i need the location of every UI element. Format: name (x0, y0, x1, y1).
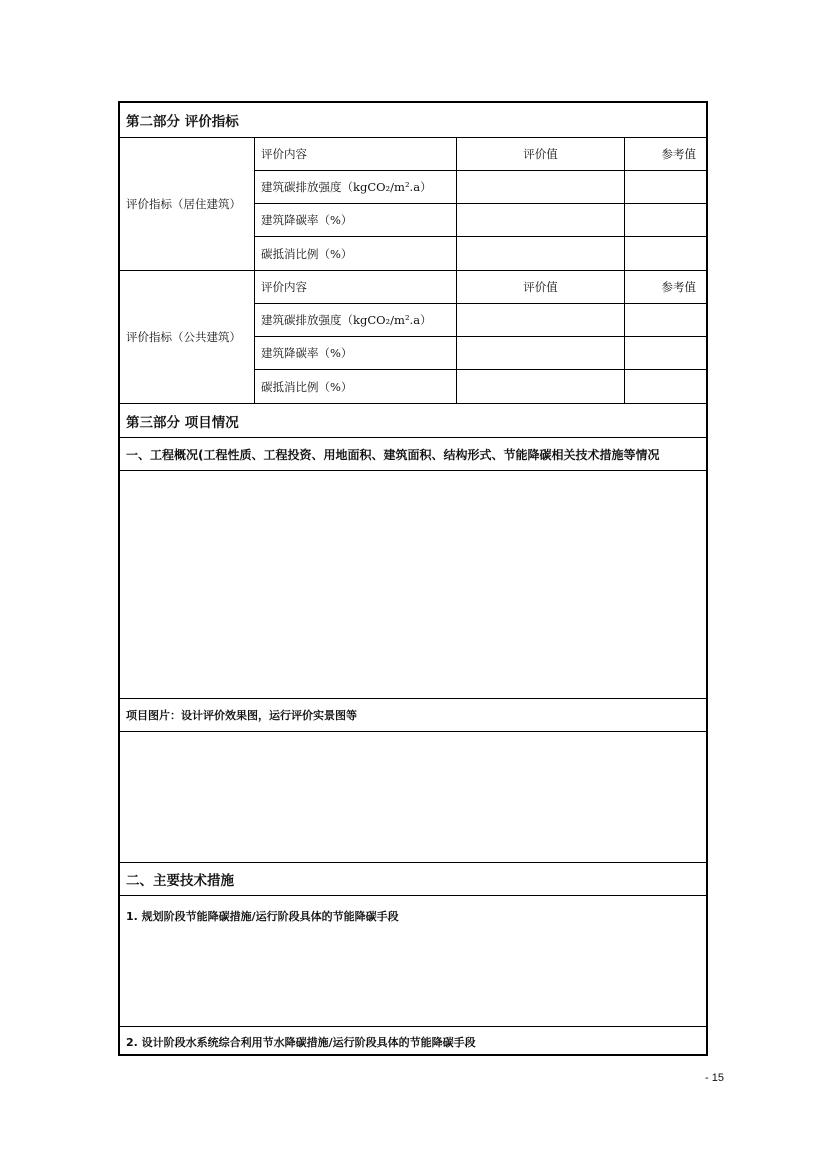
value-cell[interactable] (457, 204, 625, 236)
public-row-reduction (255, 337, 706, 370)
reference-cell[interactable] (625, 304, 706, 336)
value-cell[interactable] (457, 237, 625, 270)
evaluation-form-frame (118, 101, 708, 1056)
public-header-row (255, 271, 706, 304)
page-number: - 15 (705, 1072, 724, 1084)
overview-content-area[interactable] (120, 471, 706, 699)
photos-title: 项目图片：设计评价效果图，运行评价实景图等 (120, 699, 706, 732)
header-content: 评价内容 (255, 271, 457, 303)
reference-cell[interactable] (625, 204, 706, 236)
public-row-offset (255, 370, 706, 403)
tech-measures-title: 二、主要技术措施 (120, 863, 706, 896)
residential-row-reduction (255, 204, 706, 237)
public-label: 评价指标（公共建筑） (120, 271, 255, 403)
row-label: 建筑碳排放强度（kgCO₂/m².a） (255, 171, 457, 203)
residential-indicator-group (120, 138, 706, 271)
header-value: 评价值 (457, 271, 625, 303)
residential-row-offset (255, 237, 706, 270)
part2-title: 第二部分 评价指标 (120, 103, 706, 138)
residential-row-intensity (255, 171, 706, 204)
row-label: 碳抵消比例（%） (255, 370, 457, 403)
row-label: 碳抵消比例（%） (255, 237, 457, 270)
item2-title: 2. 设计阶段水系统综合利用节水降碳措施/运行阶段具体的节能降碳手段 (126, 1036, 476, 1049)
value-cell[interactable] (457, 370, 625, 403)
reference-cell[interactable] (625, 370, 706, 403)
value-cell[interactable] (457, 171, 625, 203)
item1-title: 1. 规划阶段节能降碳措施/运行阶段具体的节能降碳手段 (126, 910, 399, 923)
header-value: 评价值 (457, 138, 625, 170)
header-reference: 参考值 (661, 147, 696, 161)
item1-block[interactable] (120, 896, 706, 1027)
value-cell[interactable] (457, 304, 625, 336)
reference-cell[interactable] (625, 237, 706, 270)
row-label: 建筑碳排放强度（kgCO₂/m².a） (255, 304, 457, 336)
photos-content-area[interactable] (120, 732, 706, 863)
header-reference: 参考值 (661, 280, 696, 294)
overview-title: 一、工程概况(工程性质、工程投资、用地面积、建筑面积、结构形式、节能降碳相关技术措施等情况 (120, 438, 706, 471)
row-label: 建筑降碳率（%） (255, 204, 457, 236)
reference-cell[interactable] (625, 337, 706, 369)
public-indicator-group (120, 271, 706, 404)
row-label: 建筑降碳率（%） (255, 337, 457, 369)
public-row-intensity (255, 304, 706, 337)
value-cell[interactable] (457, 337, 625, 369)
header-content: 评价内容 (255, 138, 457, 170)
residential-label: 评价指标（居住建筑） (120, 138, 255, 270)
reference-cell[interactable] (625, 171, 706, 203)
part3-title: 第三部分 项目情况 (120, 404, 706, 438)
residential-header-row (255, 138, 706, 171)
